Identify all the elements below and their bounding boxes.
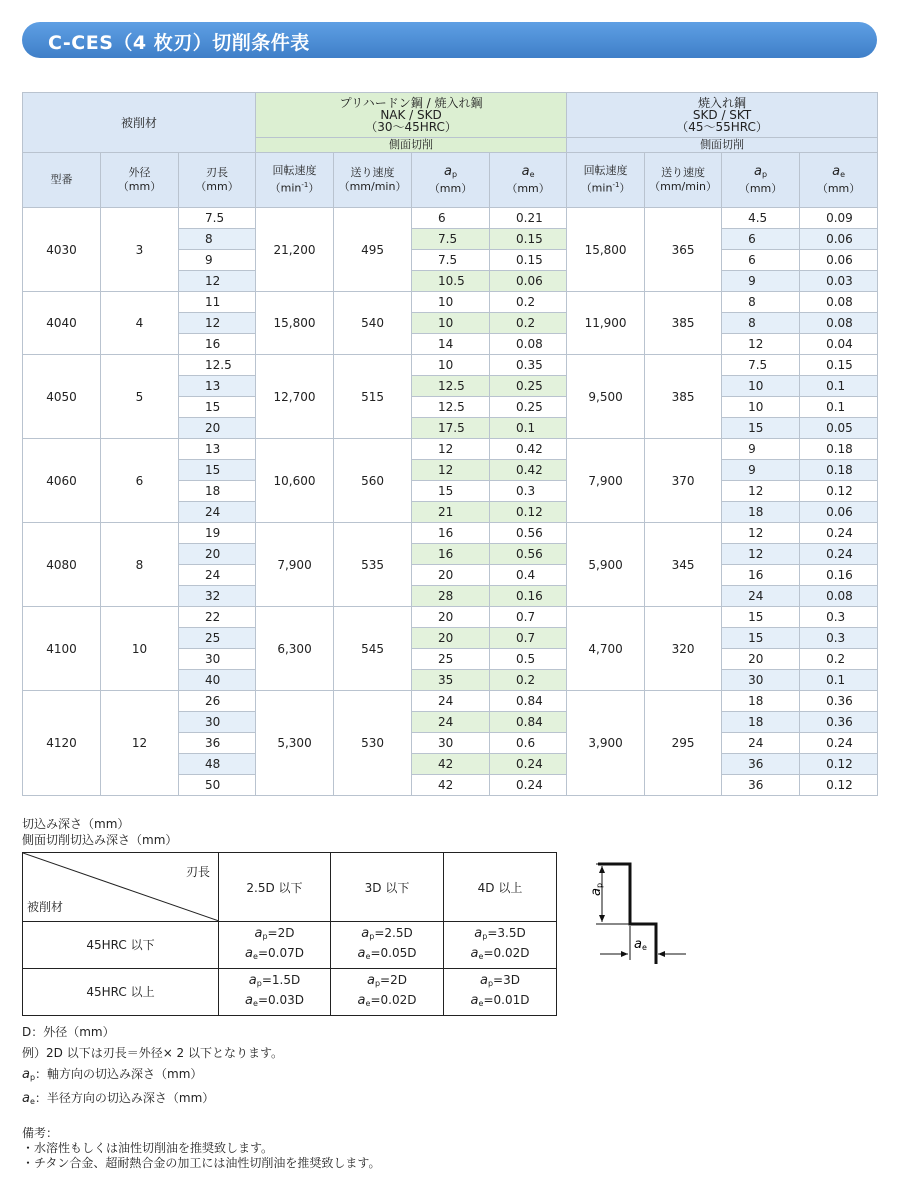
feed-cell: 370 [645,439,722,523]
ae-cell: 0.12 [490,502,567,523]
ap-cell: 30 [412,733,490,754]
feed-cell: 560 [334,439,412,523]
ae-cell: 0.2 [800,649,878,670]
svg-text:a: a [590,888,604,896]
ae-cell: 0.06 [800,229,878,250]
length-cell: 48 [179,754,256,775]
title-bar [22,22,877,58]
ap-cell: 16 [722,565,800,586]
legend [22,1022,283,1112]
ae-cell: 0.84 [490,691,567,712]
length-cell: 19 [179,523,256,544]
feed-cell: 295 [645,691,722,796]
ae-cell: 0.36 [800,712,878,733]
depth-col-header: 4D 以上 [444,853,557,922]
ae-cell: 0.56 [490,523,567,544]
ae-cell: 0.1 [800,376,878,397]
svg-text:a: a [634,937,642,952]
depth-cell: $a_p=2D$ $a_e=0.02D$ [331,969,444,1016]
ae-cell: 0.16 [800,565,878,586]
model-cell: 4060 [23,439,101,523]
col-length: 刃長 （mm） [179,153,256,208]
ap-cell: 15 [722,628,800,649]
ae-cell: 0.21 [490,208,567,229]
length-cell: 36 [179,733,256,754]
ap-cell: 12.5 [412,397,490,418]
ap-cell: 12 [412,439,490,460]
ae-cell: 0.12 [800,775,878,796]
group1-header: プリハードン鋼 / 焼入れ鋼 NAK / SKD （30～45HRC） [256,93,567,138]
ae-cell: 0.35 [490,355,567,376]
ae-cell: 0.06 [490,271,567,292]
legend-line: $a_e$：半径方向の切込み深さ（mm） [22,1091,215,1106]
ap-cell: 16 [412,523,490,544]
length-cell: 8 [179,229,256,250]
feed-cell: 495 [334,208,412,292]
rpm-cell: 11,900 [567,292,645,355]
ae-cell: 0.56 [490,544,567,565]
ap-cell: 8 [722,292,800,313]
feed-cell: 545 [334,607,412,691]
diameter-cell: 3 [101,208,179,292]
rpm-cell: 6,300 [256,607,334,691]
ap-cell: 7.5 [722,355,800,376]
ap-cell: 20 [412,607,490,628]
ae-cell: 0.3 [490,481,567,502]
ae-cell: 0.15 [800,355,878,376]
ap-cell: 10 [412,292,490,313]
ap-cell: 21 [412,502,490,523]
corner-top-label: 刃長 [185,865,210,879]
length-cell: 40 [179,670,256,691]
ap-cell: 10.5 [412,271,490,292]
ae-cell: 0.24 [490,754,567,775]
ae-cell: 0.5 [490,649,567,670]
model-cell: 4080 [23,523,101,607]
length-cell: 50 [179,775,256,796]
ae-cell: 0.1 [800,397,878,418]
diameter-cell: 10 [101,607,179,691]
ap-cell: 14 [412,334,490,355]
group1-sub: 側面切削 [256,138,567,153]
feed-cell: 535 [334,523,412,607]
table-row [23,691,878,712]
depth-table [22,852,557,1016]
ae-cell: 0.7 [490,607,567,628]
ap-cell: 20 [412,565,490,586]
table-row [23,439,878,460]
ap-cell: 18 [722,691,800,712]
diameter-cell: 4 [101,292,179,355]
col-feed: 送り速度 （mm/min） [334,153,412,208]
ae-cell: 0.24 [800,523,878,544]
model-cell: 4030 [23,208,101,292]
col-ae: $a_e$ （mm） [490,153,567,208]
ap-cell: 36 [722,775,800,796]
ap-cell: 12.5 [412,376,490,397]
length-cell: 7.5 [179,208,256,229]
diameter-cell: 12 [101,691,179,796]
depth-row-label: 45HRC 以上 [23,969,219,1016]
depth-cell: $a_p=2D$ $a_e=0.07D$ [219,922,331,969]
page-title: C-CES（4 枚刃）切削条件表 [48,32,310,54]
feed-cell: 365 [645,208,722,292]
ae-cell: 0.24 [800,733,878,754]
col-ae: $a_e$ （mm） [800,153,878,208]
length-cell: 15 [179,460,256,481]
ap-cell: 12 [722,523,800,544]
ap-cell: 24 [722,586,800,607]
rpm-cell: 12,700 [256,355,334,439]
col-diameter: 外径 （mm） [101,153,179,208]
model-cell: 4100 [23,607,101,691]
col-ap: $a_p$ （mm） [412,153,490,208]
depth-cell: $a_p=3.5D$ $a_e=0.02D$ [444,922,557,969]
ap-cell: 4.5 [722,208,800,229]
ae-cell: 0.18 [800,439,878,460]
ap-cell: 35 [412,670,490,691]
col-ap: $a_p$ （mm） [722,153,800,208]
ae-cell: 0.06 [800,250,878,271]
ap-cell: 10 [722,376,800,397]
ap-cell: 15 [412,481,490,502]
depth-cell: $a_p=1.5D$ $a_e=0.03D$ [219,969,331,1016]
ap-cell: 28 [412,586,490,607]
ae-cell: 0.09 [800,208,878,229]
ae-cell: 0.03 [800,271,878,292]
col-rpm: 回転速度 $(\min^{-1})$ [256,153,334,208]
length-cell: 24 [179,565,256,586]
length-cell: 9 [179,250,256,271]
ae-cell: 0.1 [490,418,567,439]
legend-line: $a_p$：軸方向の切込み深さ（mm） [22,1067,203,1082]
ap-cell: 6 [722,250,800,271]
table-row [23,523,878,544]
length-cell: 30 [179,712,256,733]
ap-cell: 24 [722,733,800,754]
ap-cell: 12 [722,544,800,565]
depth-col-header: 2.5D 以下 [219,853,331,922]
depth-note-line: 切込み深さ（mm） [22,817,130,831]
table-row [23,607,878,628]
col-model: 型番 [23,153,101,208]
ap-cell: 7.5 [412,229,490,250]
ap-cell: 30 [722,670,800,691]
length-cell: 12 [179,313,256,334]
rpm-cell: 7,900 [567,439,645,523]
feed-cell: 345 [645,523,722,607]
rpm-cell: 5,900 [567,523,645,607]
length-cell: 32 [179,586,256,607]
svg-text:e: e [642,943,647,952]
feed-cell: 385 [645,292,722,355]
ae-cell: 0.18 [800,460,878,481]
ae-cell: 0.2 [490,670,567,691]
svg-text:p: p [595,882,604,888]
depth-col-header: 3D 以下 [331,853,444,922]
length-cell: 26 [179,691,256,712]
length-cell: 12.5 [179,355,256,376]
rpm-cell: 9,500 [567,355,645,439]
ap-cell: 10 [412,313,490,334]
ap-cell: 10 [412,355,490,376]
remark-line: 備考： [22,1126,59,1140]
ap-cell: 10 [722,397,800,418]
ae-cell: 0.08 [800,586,878,607]
ap-cell: 6 [412,208,490,229]
ap-cell: 18 [722,712,800,733]
remarks [22,1126,380,1171]
ap-cell: 25 [412,649,490,670]
length-cell: 16 [179,334,256,355]
ae-cell: 0.3 [800,628,878,649]
ae-cell: 0.7 [490,628,567,649]
length-cell: 30 [179,649,256,670]
ap-cell: 24 [412,691,490,712]
rpm-cell: 15,800 [256,292,334,355]
legend-line: 例）2D 以下は刃長＝外径× 2 以下となります。 [22,1046,284,1060]
col-rpm: 回転速度 $(\min^{-1})$ [567,153,645,208]
ae-cell: 0.1 [800,670,878,691]
ae-cell: 0.05 [800,418,878,439]
ap-cell: 16 [412,544,490,565]
feed-cell: 515 [334,355,412,439]
rpm-cell: 7,900 [256,523,334,607]
feed-cell: 540 [334,292,412,355]
model-cell: 4120 [23,691,101,796]
rpm-cell: 5,300 [256,691,334,796]
ap-cell: 6 [722,229,800,250]
cut-depth-diagram [590,852,690,972]
material-header: 被削材 [23,93,256,153]
ae-cell: 0.42 [490,460,567,481]
remark-line: ・チタン合金、超耐熱合金の加工には油性切削油を推奨致します。 [22,1156,381,1170]
ae-cell: 0.84 [490,712,567,733]
ap-cell: 17.5 [412,418,490,439]
ae-cell: 0.24 [490,775,567,796]
ap-cell: 42 [412,775,490,796]
ae-cell: 0.2 [490,313,567,334]
corner-bottom-label: 被削材 [27,900,64,914]
ap-cell: 8 [722,313,800,334]
length-cell: 20 [179,418,256,439]
feed-cell: 530 [334,691,412,796]
length-cell: 15 [179,397,256,418]
ap-cell: 9 [722,271,800,292]
feed-cell: 385 [645,355,722,439]
length-cell: 18 [179,481,256,502]
rpm-cell: 21,200 [256,208,334,292]
ap-cell: 12 [412,460,490,481]
ae-cell: 0.24 [800,544,878,565]
depth-cell: $a_p=3D$ $a_e=0.01D$ [444,969,557,1016]
rpm-cell: 3,900 [567,691,645,796]
feed-cell: 320 [645,607,722,691]
ap-cell: 18 [722,502,800,523]
ae-cell: 0.16 [490,586,567,607]
length-cell: 20 [179,544,256,565]
rpm-cell: 10,600 [256,439,334,523]
model-cell: 4040 [23,292,101,355]
ae-cell: 0.25 [490,376,567,397]
ae-cell: 0.3 [800,607,878,628]
ae-cell: 0.08 [490,334,567,355]
group2-header: 焼入れ鋼 SKD / SKT （45～55HRC） [567,93,878,138]
legend-line: D：外径（mm） [22,1025,115,1039]
rpm-cell: 4,700 [567,607,645,691]
ap-cell: 7.5 [412,250,490,271]
length-cell: 13 [179,439,256,460]
ae-cell: 0.4 [490,565,567,586]
ap-cell: 24 [412,712,490,733]
length-cell: 22 [179,607,256,628]
depth-row-label: 45HRC 以下 [23,922,219,969]
table-row [23,208,878,229]
ap-cell: 9 [722,460,800,481]
ap-cell: 15 [722,418,800,439]
length-cell: 24 [179,502,256,523]
model-cell: 4050 [23,355,101,439]
ap-cell: 42 [412,754,490,775]
ae-cell: 0.36 [800,691,878,712]
length-cell: 11 [179,292,256,313]
ae-cell: 0.04 [800,334,878,355]
ae-cell: 0.25 [490,397,567,418]
ae-cell: 0.06 [800,502,878,523]
ae-cell: 0.08 [800,313,878,334]
corner-cell [23,853,219,922]
depth-note [22,816,177,848]
ae-cell: 0.08 [800,292,878,313]
table-row [23,292,878,313]
ae-cell: 0.15 [490,229,567,250]
ae-cell: 0.12 [800,754,878,775]
rpm-cell: 15,800 [567,208,645,292]
length-cell: 12 [179,271,256,292]
ae-cell: 0.15 [490,250,567,271]
ap-cell: 9 [722,439,800,460]
remark-line: ・水溶性もしくは油性切削油を推奨致します。 [22,1141,274,1155]
ae-cell: 0.42 [490,439,567,460]
ae-cell: 0.6 [490,733,567,754]
length-cell: 13 [179,376,256,397]
ap-cell: 15 [722,607,800,628]
ap-cell: 20 [412,628,490,649]
depth-cell: $a_p=2.5D$ $a_e=0.05D$ [331,922,444,969]
cutting-conditions-table [22,92,878,796]
ap-cell: 12 [722,481,800,502]
ap-cell: 12 [722,334,800,355]
ap-cell: 36 [722,754,800,775]
diameter-cell: 6 [101,439,179,523]
table-row [23,355,878,376]
ae-cell: 0.2 [490,292,567,313]
length-cell: 25 [179,628,256,649]
group2-sub: 側面切削 [567,138,878,153]
ap-cell: 20 [722,649,800,670]
diameter-cell: 5 [101,355,179,439]
depth-note-line: 側面切削切込み深さ（mm） [22,833,178,847]
diameter-cell: 8 [101,523,179,607]
col-feed: 送り速度 （mm/min） [645,153,722,208]
ae-cell: 0.12 [800,481,878,502]
